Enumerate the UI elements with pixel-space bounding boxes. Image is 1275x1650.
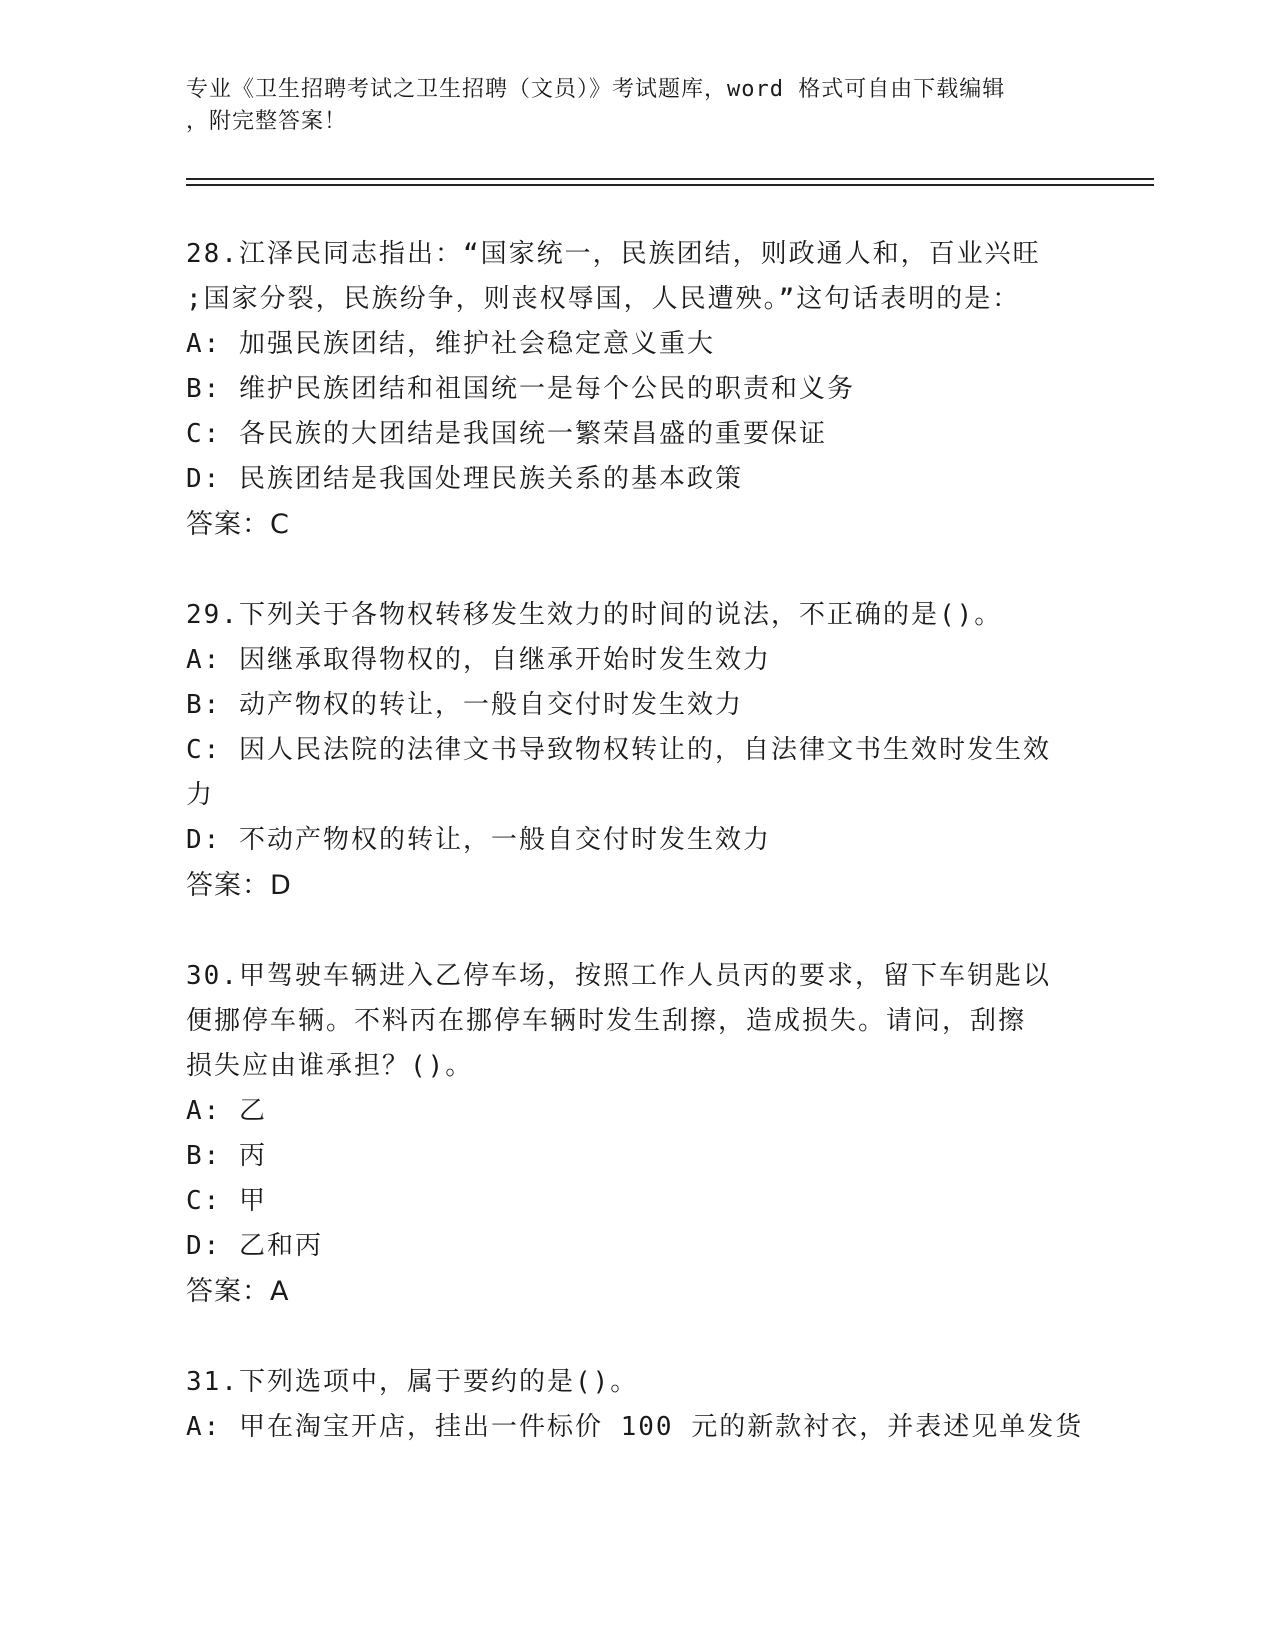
- option-c: C: 因人民法院的法律文书导致物权转让的，自法律文书生效时发生效: [186, 735, 1051, 765]
- header-line-1: 专业《卫生招聘考试之卫生招聘（文员）》考试题库，word 格式可自由下载编辑: [186, 77, 1006, 102]
- option-c: C: 甲: [186, 1186, 267, 1216]
- option-d: D: 乙和丙: [186, 1231, 323, 1261]
- header-rule-bottom: [186, 184, 1154, 186]
- question-list: [186, 232, 1086, 1496]
- question-stem: 损失应由谁承担？()。: [186, 1051, 474, 1081]
- option-a: A: 加强民族团结，维护社会稳定意义重大: [186, 329, 715, 359]
- question-28: [186, 232, 1086, 547]
- option-b: B: 动产物权的转让，一般自交付时发生效力: [186, 690, 743, 720]
- answer: 答案：D: [186, 870, 292, 901]
- option-c-continued: 力: [186, 780, 215, 810]
- option-a: A: 乙: [186, 1096, 267, 1126]
- option-a: A: 甲在淘宝开店，挂出一件标价 100 元的新款衬衣，并表述见单发货: [186, 1412, 1084, 1442]
- question-30: [186, 954, 1086, 1314]
- question-stem: 便挪停车辆。不料丙在挪停车辆时发生刮擦，造成损失。请问，刮擦: [186, 1006, 1027, 1036]
- option-a: A: 因继承取得物权的，自继承开始时发生效力: [186, 645, 771, 675]
- option-d: D: 民族团结是我国处理民族关系的基本政策: [186, 464, 743, 494]
- option-d: D: 不动产物权的转让，一般自交付时发生效力: [186, 825, 771, 855]
- question-stem: 30.甲驾驶车辆进入乙停车场，按照工作人员丙的要求，留下车钥匙以: [186, 961, 1051, 991]
- option-b: B: 维护民族团结和祖国统一是每个公民的职责和义务: [186, 374, 855, 404]
- header-rule-top: [186, 178, 1154, 180]
- question-stem: 29.下列关于各物权转移发生效力的时间的说法，不正确的是()。: [186, 600, 1003, 630]
- question-stem: 28.江泽民同志指出：“国家统一，民族团结，则政通人和，百业兴旺: [186, 239, 1041, 269]
- answer: 答案：A: [186, 1276, 290, 1307]
- question-29: [186, 593, 1086, 908]
- question-stem: ;国家分裂，民族纷争，则丧权辱国，人民遭殃。”这句话表明的是：: [186, 284, 1021, 314]
- question-31: [186, 1360, 1086, 1450]
- option-c: C: 各民族的大团结是我国统一繁荣昌盛的重要保证: [186, 419, 827, 449]
- option-b: B: 丙: [186, 1141, 267, 1171]
- question-stem: 31.下列选项中，属于要约的是()。: [186, 1367, 639, 1397]
- document-header: [186, 74, 1066, 138]
- answer: 答案：C: [186, 509, 290, 540]
- header-line-2: ，附完整答案！: [186, 109, 348, 134]
